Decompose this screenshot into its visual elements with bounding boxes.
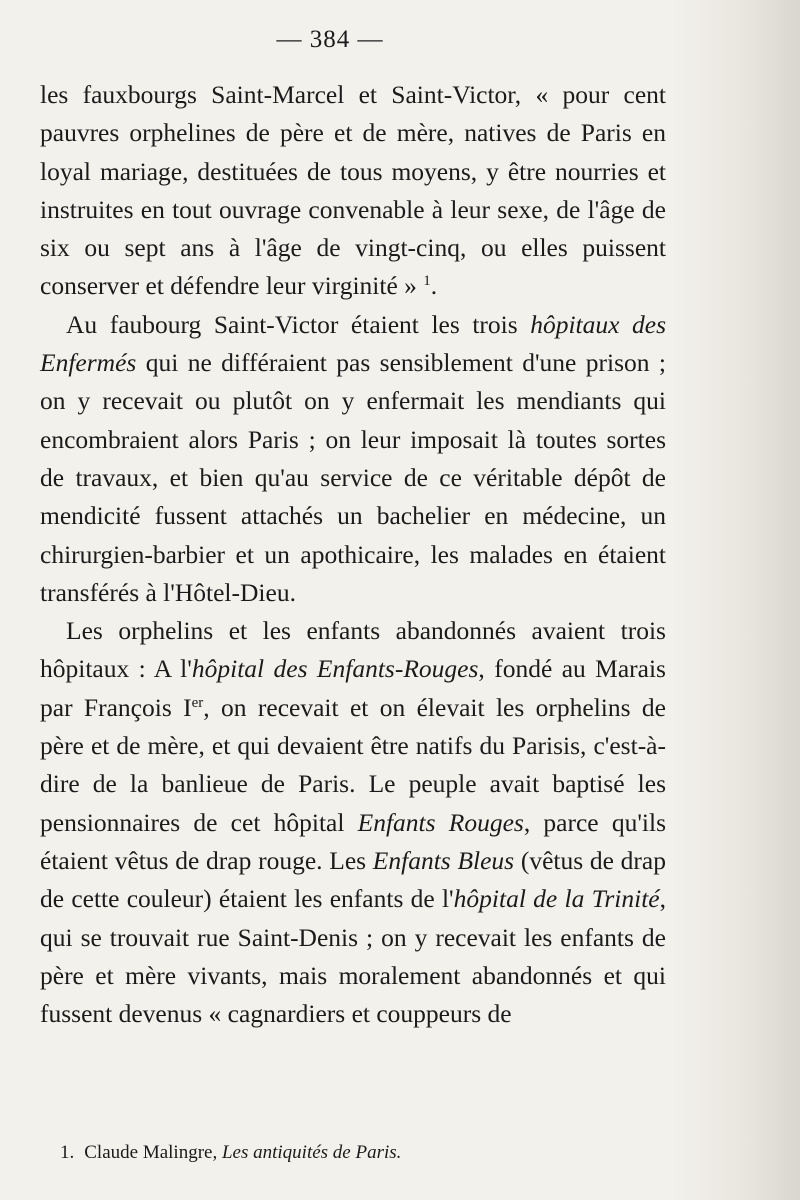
page-number: — 384 — xyxy=(276,26,384,53)
text-run: , on recevait et on élevait les orphelins de père et de mère, et qui devaient être natifs du Parisis, c'est-à-dire de la banlieue de Paris. Le peuple avait baptisé les pensionnaires de cet hôpital xyxy=(40,692,666,837)
text-run: qui ne différaient pas sensiblement d'une prison ; on y recevait ou plutôt on y enfermait les mendiants qui encombraient alors Paris ; on leur imposait là toutes sortes de travaux, et bien qu'au service de ce véritable dépôt de mendicité fussent attachés un bachelier en médecine, un chirurgien-barbier et un apothicaire, les malades en étaient transférés à l'Hôtel-Dieu. xyxy=(40,348,666,607)
paragraph-3 xyxy=(40,612,666,1033)
footnote-number: 1. xyxy=(60,1142,75,1163)
text-run: , fondé au Marais par François I xyxy=(40,654,666,722)
text-run: les fauxbourgs Saint-Marcel et Saint-Victor, « pour cent pauvres orphelines de père et de mère, natives de Paris en loyal mariage, destituées de tous moyens, y être nourries et instruites en tout ouvrage convenable à leur sexe, de l'âge de six ou sept ans à l'âge de vingt-cinq, ou elles puissent conserver et défendre leur virginité » xyxy=(40,80,666,301)
italic-text: hôpitaux des Enfermés xyxy=(40,309,666,378)
superscript: er xyxy=(191,694,204,711)
text-run: Les orphelins et les enfants abandonnés avaient trois hôpitaux : A l' xyxy=(40,616,666,684)
footnote-author: Claude Malingre, xyxy=(84,1142,222,1163)
italic-text: Enfants Bleus xyxy=(372,845,515,875)
italic-text: hôpital des Enfants-Rouges xyxy=(191,654,479,684)
italic-text: hôpital de la Trinité xyxy=(453,884,660,914)
text-run: , parce qu'ils étaient vêtus de drap rouge. Les xyxy=(40,807,667,875)
body-text xyxy=(40,76,666,1033)
superscript: 1 xyxy=(423,273,431,290)
text-run: , qui se trouvait rue Saint-Denis ; on y recevait les enfants de père et mère vivants, mais moralement abandonnés et qui fussent devenus « cagnardiers et couppeurs de xyxy=(40,884,666,1029)
text-run: (vêtus de drap de cette couleur) étaient les enfants de l' xyxy=(40,845,666,914)
footnote xyxy=(60,1142,660,1164)
paragraph-2 xyxy=(40,306,666,612)
paragraph-1 xyxy=(40,76,666,306)
footnote-title: Les antiquités de Paris. xyxy=(221,1142,402,1163)
text-run: Au faubourg Saint-Victor étaient les trois xyxy=(66,309,531,339)
text-run: . xyxy=(430,271,438,301)
italic-text: Enfants Rouges xyxy=(357,807,524,837)
